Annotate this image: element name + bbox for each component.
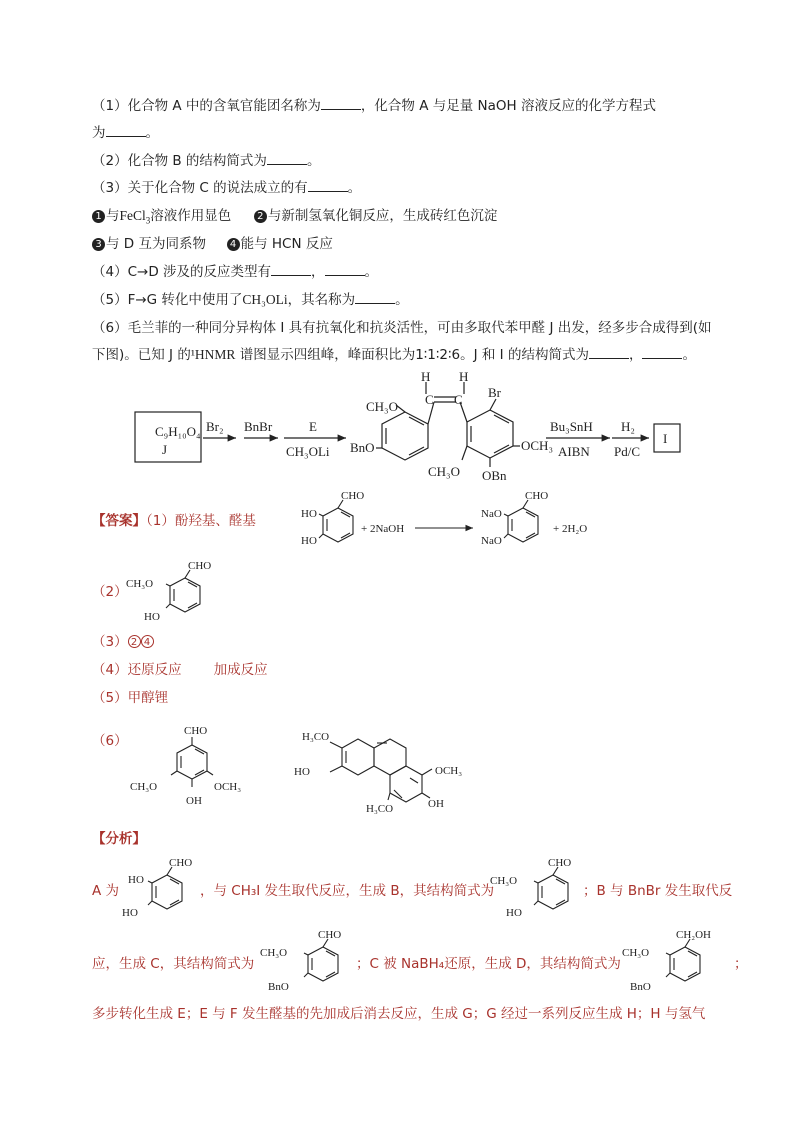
answer-line1	[92, 511, 256, 531]
group-oh: HO	[122, 907, 138, 919]
product-water: + 2H₂O	[553, 523, 588, 535]
group-oh: HO	[301, 535, 317, 547]
q1-line1	[92, 96, 656, 116]
structure-c	[258, 928, 358, 998]
q1-text-b: ，化合物 A 与足量 NaOH 溶液反应的化学方程式	[360, 98, 656, 114]
answer-blank	[267, 152, 307, 165]
answer-4	[92, 660, 268, 680]
q5-text: （5）F→G 转化中使用了	[92, 292, 243, 308]
option-text: 与 D 互为同系物	[106, 236, 206, 252]
punct: 。	[145, 125, 159, 141]
group-ch2oh: CH₂OH	[676, 929, 712, 941]
analysis-text: 多步转化生成 E；E 与 F 发生醛基的先加成后消去反应，生成 G；G 经过一系列反应生成 H；H 与氢气	[92, 1006, 706, 1022]
formula-j: C₉H₁₀O₄	[155, 424, 201, 439]
q5-line	[92, 290, 409, 310]
group-oh: HO	[301, 508, 317, 520]
group-oh: OH	[428, 798, 444, 810]
group-obn: BnO	[350, 440, 375, 455]
option-text: 能与 HCN 反应	[240, 236, 333, 252]
group-cho: CHO	[548, 857, 572, 869]
answer-4a: （4）还原反应	[92, 662, 182, 678]
reagent-h2: H₂	[621, 419, 635, 434]
group-och3: OCH₃	[214, 781, 242, 793]
q3-line	[92, 178, 361, 198]
answer-2-label: （2）	[92, 584, 128, 600]
option-text: 与	[106, 208, 120, 224]
formula-fecl3: FeCl	[119, 208, 146, 223]
analysis-tag: 【分析】	[92, 831, 146, 847]
group-obn: BnO	[630, 981, 651, 993]
q3-options-row1	[92, 206, 497, 231]
answer-2-structure	[122, 558, 232, 628]
atom-br: Br	[488, 385, 501, 400]
q3-options-row2	[92, 234, 333, 254]
q6-line2	[92, 345, 696, 365]
answer-blank	[308, 179, 348, 192]
q4-text: （4）C→D 涉及的反应类型有	[92, 264, 272, 280]
option-text: 溶液作用显色	[150, 208, 232, 224]
reagent-bnbr: BnBr	[244, 419, 273, 434]
group-och3: CH₃O	[622, 947, 650, 959]
group-obn: OBn	[482, 468, 507, 483]
q6-text: 。J 和 I 的结构简式为	[460, 347, 589, 363]
reagent-ch3oli: CH₃OLi	[286, 444, 330, 459]
group-obn: BnO	[268, 981, 289, 993]
reagent-e: E	[309, 419, 317, 434]
atom-h: H	[421, 370, 431, 384]
structure-d	[620, 928, 730, 998]
circled-number: 4	[141, 635, 154, 648]
group-oh: HO	[506, 907, 522, 919]
punct: 。	[682, 347, 696, 363]
group-och3: H₃CO	[302, 731, 330, 743]
q2-text: （2）化合物 B 的结构简式为	[92, 153, 267, 169]
analysis-text: 应，生成 C，其结构简式为	[92, 956, 255, 972]
q5-text-b: ，其名称为	[287, 292, 356, 308]
group-och3: CH₃O	[428, 464, 460, 479]
answer-5: （5）甲醇锂	[92, 690, 169, 706]
peak-ratio: 1∶1∶2∶6	[415, 347, 461, 363]
group-och3: OCH₃	[521, 438, 553, 453]
analysis-text: ，与 CH₃I 发生取代反应，生成 B，其结构简式为	[200, 883, 495, 899]
group-cho: CHO	[184, 725, 208, 737]
subscript: 3	[145, 215, 151, 226]
q4-line	[92, 262, 378, 282]
group-oh: HO	[294, 766, 310, 778]
group-och3: CH₃O	[126, 578, 154, 590]
q1-text-a: （1）化合物 A 中的含氧官能团名称为	[92, 98, 321, 114]
q1-text-c: 为	[92, 125, 106, 141]
answer-blank	[106, 124, 146, 137]
answer-6-structure-i	[290, 718, 510, 823]
punct: 。	[395, 292, 409, 308]
group-cho: CHO	[318, 929, 342, 941]
circled-number: 2	[254, 210, 267, 223]
group-och3: H₃CO	[366, 803, 394, 815]
group-och3: CH₃O	[260, 947, 288, 959]
q6-text: 下图)。已知 J 的	[92, 347, 191, 363]
atom-c: C	[425, 392, 434, 407]
group-cho: CHO	[525, 490, 549, 502]
benzene-ring-right	[467, 410, 513, 458]
punct: 。	[347, 180, 362, 196]
punct: 。	[364, 264, 379, 280]
structure-b	[488, 856, 588, 922]
circled-number: 1	[92, 210, 105, 223]
group-cho: CHO	[341, 490, 365, 502]
label-j: J	[162, 442, 168, 457]
reagent-br2: Br₂	[206, 419, 224, 434]
reagent-bu3snh: Bu₃SnH	[550, 419, 593, 434]
benzene-ring-left	[382, 412, 428, 460]
atom-h: H	[459, 370, 469, 384]
group-och3: CH₃O	[130, 781, 158, 793]
punct: 。	[306, 153, 321, 169]
structure-a	[118, 856, 198, 922]
reagent-ch3oli: CH₃OLi	[242, 292, 288, 307]
group-ona: NaO	[481, 508, 502, 520]
analysis-text: A 为	[92, 883, 120, 899]
q2-line	[92, 151, 320, 171]
group-oh: HO	[144, 611, 160, 623]
group-oh: OH	[186, 795, 202, 807]
group-cho: CHO	[188, 560, 212, 572]
analysis-text: ；C 被 NaBH₄还原，生成 D，其结构简式为	[356, 956, 621, 972]
circled-number: 4	[227, 238, 240, 251]
synthesis-scheme	[0, 370, 794, 495]
answer-6-label: （6）	[92, 733, 128, 749]
atom-c: C	[454, 392, 463, 407]
group-oh: HO	[128, 874, 144, 886]
answer-blank	[271, 263, 311, 276]
nmr-label: ¹HNMR	[190, 347, 236, 362]
group-och3: CH₃O	[490, 875, 518, 887]
q6-line1: （6）毛兰菲的一种同分异构体 I 具有抗氧化和抗炎活性，可由多取代苯甲醛 J 出发，经多步合成得到(如	[92, 320, 712, 336]
answer-blank	[589, 346, 629, 359]
answer-tag: 【答案】	[92, 513, 146, 529]
answer-3	[92, 632, 154, 652]
answer-6-structure-j	[124, 720, 264, 815]
analysis-text: ；B 与 BnBr 发生取代反	[583, 883, 733, 899]
answer-blank	[642, 346, 682, 359]
group-ona: NaO	[481, 535, 502, 547]
answer-blank	[325, 263, 365, 276]
q1-line2	[92, 123, 159, 143]
answer-blank	[321, 97, 361, 110]
answer-4b: 加成反应	[213, 662, 268, 678]
punct: ，	[628, 347, 643, 363]
group-och3: CH₃O	[366, 399, 398, 414]
q3-text: （3）关于化合物 C 的说法成立的有	[92, 180, 308, 196]
label-i: I	[663, 431, 668, 446]
catalyst-pdc: Pd/C	[614, 444, 641, 459]
option-text: 与新制氢氧化铜反应，生成砖红色沉淀	[267, 208, 498, 224]
analysis-text: ；	[734, 956, 748, 972]
q6-text: 谱图显示四组峰，峰面积比为	[235, 347, 416, 363]
circled-number: 3	[92, 238, 105, 251]
punct: ，	[311, 264, 325, 280]
group-cho: CHO	[169, 857, 193, 869]
circled-number: 2	[128, 635, 141, 648]
answer-1: （1）酚羟基、醛基	[146, 513, 256, 529]
answer-3-label: （3）	[92, 634, 128, 650]
reagent-naoh: + 2NaOH	[361, 523, 405, 535]
reagent-aibn: AIBN	[558, 444, 590, 459]
answer-blank	[355, 291, 395, 304]
group-och3: OCH₃	[435, 765, 463, 777]
answer-1-equation	[295, 488, 625, 558]
